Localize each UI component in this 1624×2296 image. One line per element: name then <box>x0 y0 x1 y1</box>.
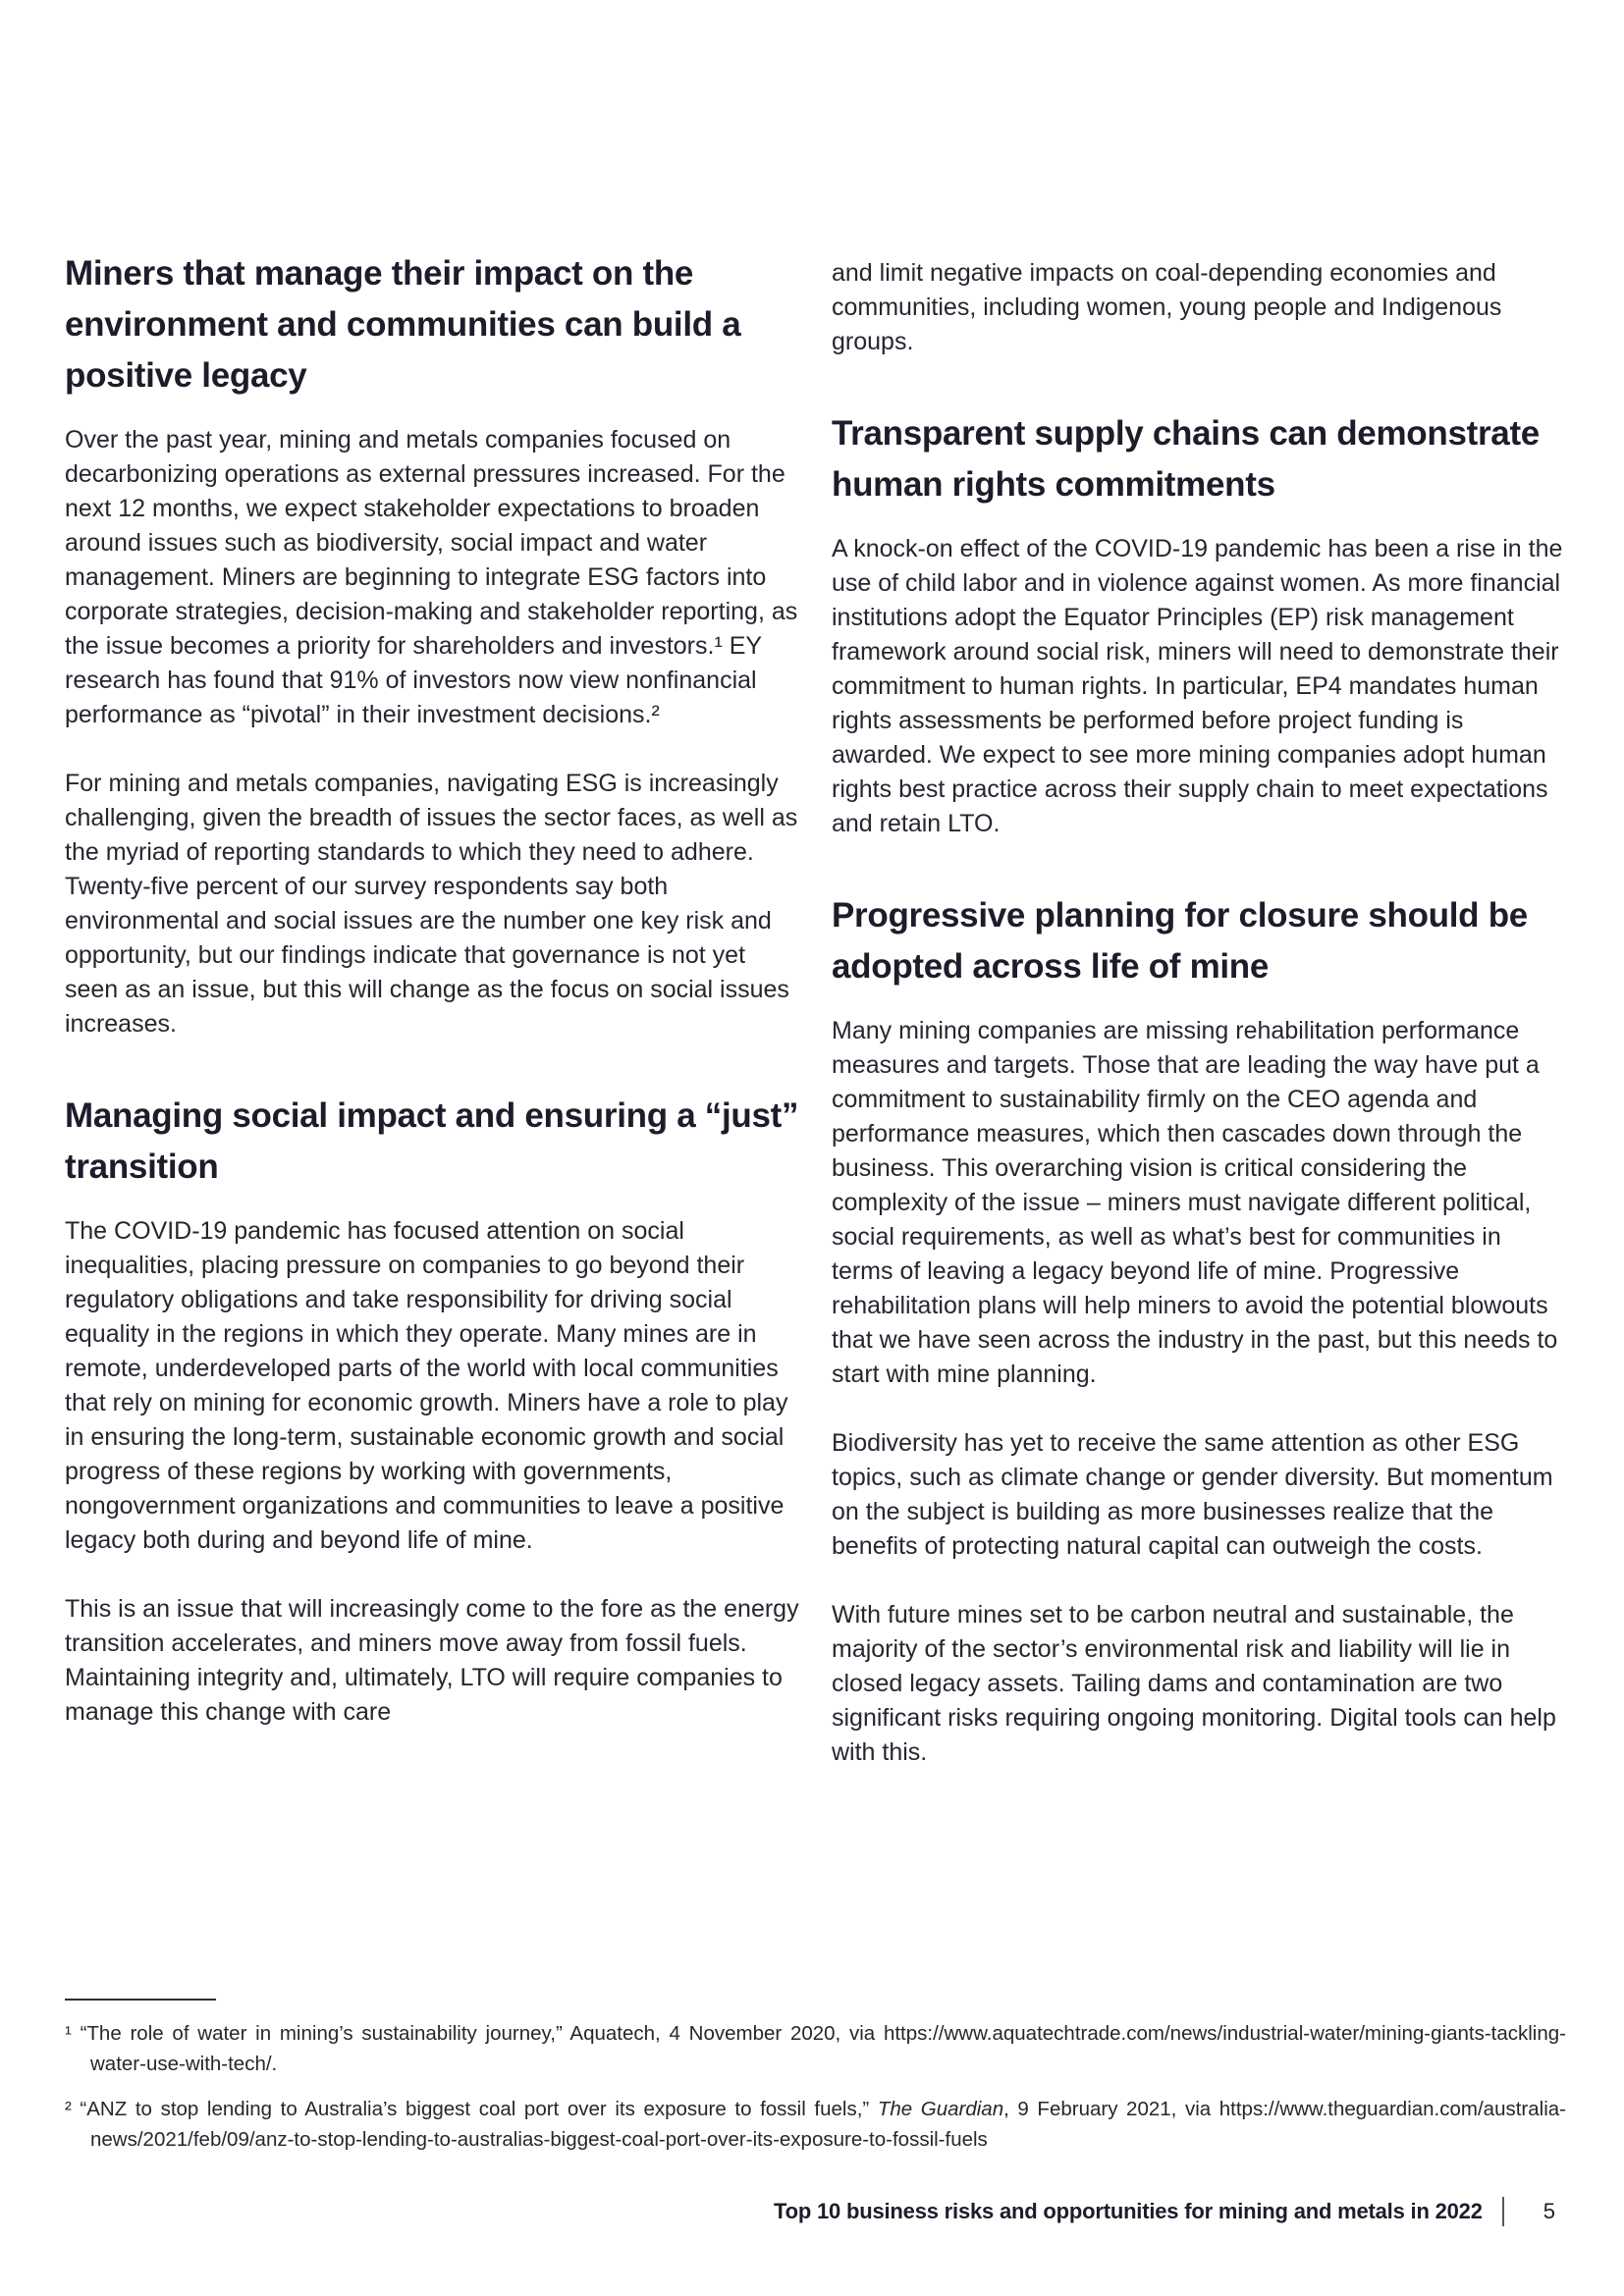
page-body <box>65 248 1566 1804</box>
body-paragraph: Biodiversity has yet to receive the same attention as other ESG topics, such as climate change or gender diversity. But momentum on the subject is building as more businesses realize that the benefits of protecting natural capital can outweigh the costs. <box>832 1429 1553 1560</box>
body-paragraph: The COVID-19 pandemic has focused attention on social inequalities, placing pressure on companies to go beyond their regulatory obligations and take responsibility for driving social equality in the regions in which they operate. Many mines are in remote, underdeveloped parts of the world with local communities that rely on mining for economic growth. Miners have a role to play in ensuring the long-term, sustainable economic growth and social progress of these regions by working with governments, nongovernment organizations and communities to leave a positive legacy both during and beyond life of mine. <box>65 1217 788 1554</box>
right-column <box>832 248 1566 1804</box>
section-heading-progressive-planning: Progressive planning for closure should be adopted across life of mine <box>832 896 1528 986</box>
body-paragraph: A knock-on effect of the COVID-19 pandemic has been a rise in the use of child labor and in violence against women. As more financial institutions adopt the Equator Principles (EP) risk management framework around social risk, miners will need to demonstrate their commitment to human rights. In particular, EP4 mandates human rights assessments be performed before project funding is awarded. We expect to see more mining companies adopt human rights best practice across their supply chain to meet expectations and retain LTO. <box>832 535 1563 837</box>
body-paragraph: Over the past year, mining and metals companies focused on decarbonizing operations as external pressures increased. For the next 12 months, we expect stakeholder expectations to broaden around issues such as biodiversity, social impact and water management. Miners are beginning to integrate ESG factors into corporate strategies, decision-making and stakeholder reporting, as the issue becomes a priority for shareholders and investors.¹ EY research has found that 91% of investors now view nonfinancial performance as “pivotal” in their investment decisions.² <box>65 426 798 728</box>
footnote-2-text: ² “ANZ to stop lending to Australia’s biggest coal port over its exposure to fossil fuels,” <box>65 2098 878 2120</box>
body-paragraph-continued: and limit negative impacts on coal-depending economies and communities, including women, young people and Indigenous groups. <box>832 259 1502 355</box>
footer-separator <box>1502 2197 1504 2226</box>
page-number: 5 <box>1543 2199 1555 2223</box>
footnote-2-source: The Guardian <box>877 2098 1004 2120</box>
section-heading-positive-legacy: Miners that manage their impact on the environment and communities can build a positive legacy <box>65 254 741 395</box>
footnote-2-text: , 9 February 2021, via https://www.theguardian.com/australia-news/2021/feb/09/anz-to-stop-lending-to-australias-biggest-coal-port-over-its-exposure-to-fossil-fuels <box>90 2098 1566 2151</box>
left-column <box>65 248 799 1804</box>
body-paragraph: With future mines set to be carbon neutral and sustainable, the majority of the sector’s environmental risk and liability will lie in closed legacy assets. Tailing dams and contamination are two significant risks requiring ongoing monitoring. Digital tools can help with this. <box>832 1601 1556 1766</box>
footer-title: Top 10 business risks and opportunities for mining and metals in 2022 <box>774 2199 1483 2223</box>
body-paragraph: This is an issue that will increasingly come to the fore as the energy transition accelerates, and miners move away from fossil fuels. Maintaining integrity and, ultimately, LTO will require companies to manage this change with care <box>65 1595 799 1726</box>
page-footer <box>774 2197 1555 2226</box>
footnote-divider <box>65 1999 216 2001</box>
body-paragraph: For mining and metals companies, navigating ESG is increasingly challenging, given the breadth of issues the sector faces, as well as the myriad of reporting standards to which they need to adhere. Twenty-five percent of our survey respondents say both environmental and social issues are the number one key risk and opportunity, but our findings indicate that governance is not yet seen as an issue, but this will change as the focus on social issues increases. <box>65 770 798 1038</box>
section-heading-supply-chains: Transparent supply chains can demonstrate human rights commitments <box>832 414 1540 504</box>
footnote-2 <box>65 2094 1566 2155</box>
footnote-1: ¹ “The role of water in mining’s sustainability journey,” Aquatech, 4 November 2020, via https://www.aquatechtrade.com/news/industrial-water/mining-giants-tackling-water-use-with-tech/. <box>65 2022 1566 2075</box>
body-paragraph: Many mining companies are missing rehabilitation performance measures and targets. Those that are leading the way have put a commitment to sustainability firmly on the CEO agenda and performance measures, which then cascades down through the business. This overarching vision is critical considering the complexity of the issue – miners must navigate different political, social requirements, as well as what’s best for communities in terms of leaving a legacy beyond life of mine. Progressive rehabilitation plans will help miners to avoid the potential blowouts that we have seen across the industry in the past, but this needs to start with mine planning. <box>832 1017 1558 1388</box>
section-heading-social-impact: Managing social impact and ensuring a “just” transition <box>65 1096 799 1186</box>
footnotes-section <box>65 1999 1566 2169</box>
